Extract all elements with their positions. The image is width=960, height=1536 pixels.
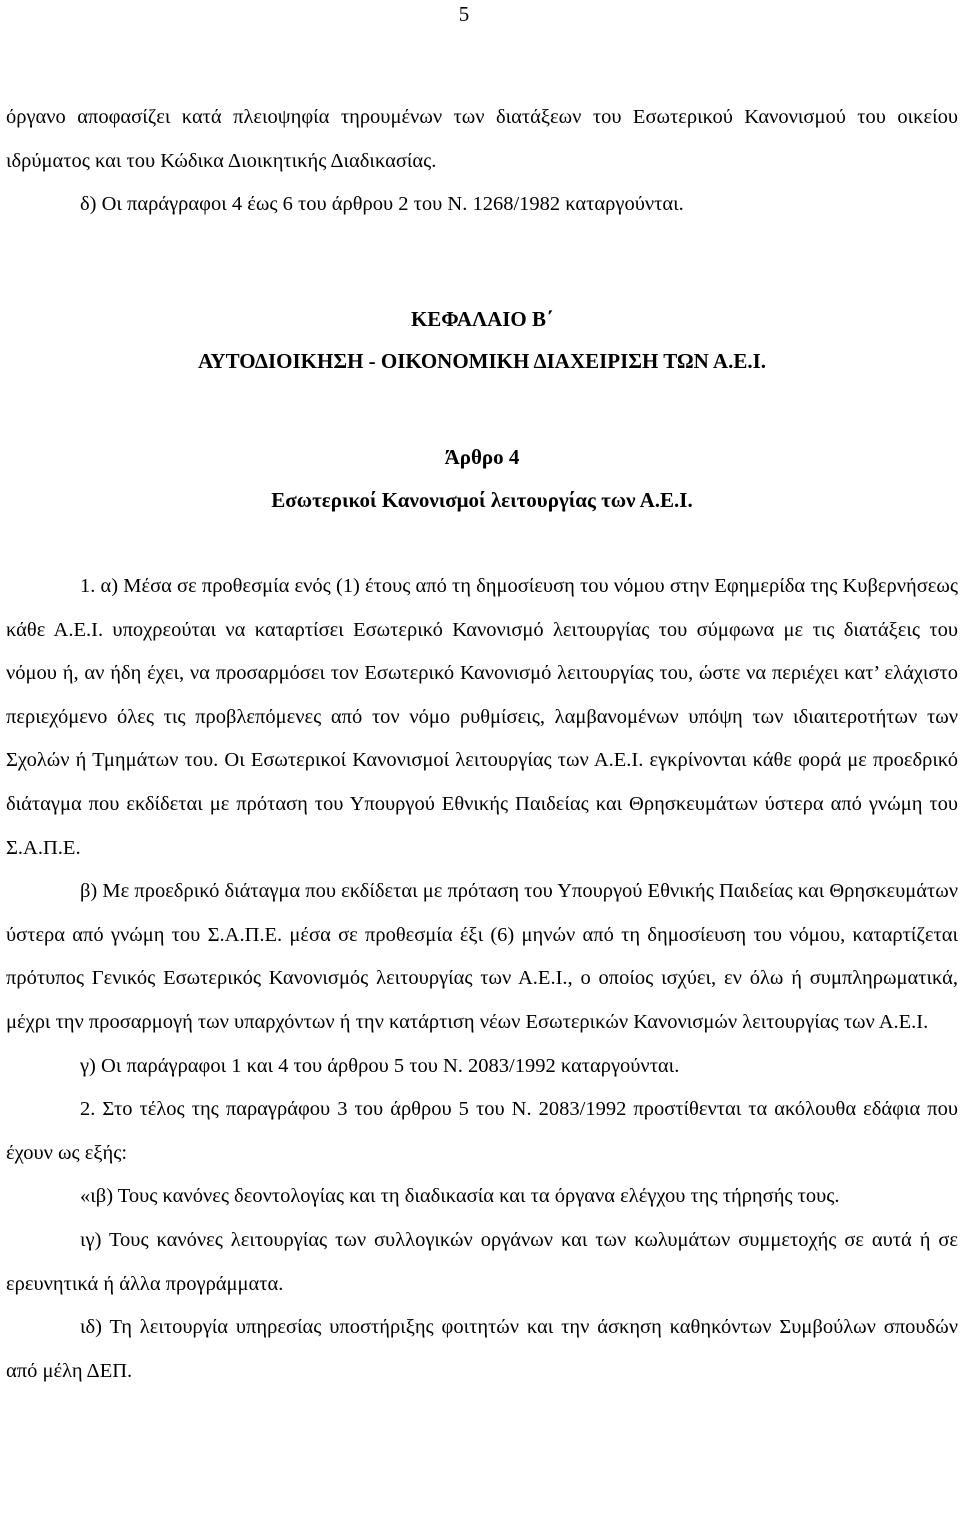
body-paragraph-ib: «ιβ) Τους κανόνες δεοντολογίας και τη διαδικασία και τα όργανα ελέγχου της τήρησής τους.	[80, 1185, 840, 1208]
intro-paragraph-delta: δ) Οι παράγραφοι 4 έως 6 του άρθρου 2 του Ν. 1268/1982 καταργούνται.	[80, 193, 684, 216]
intro-paragraph-continuation: όργανο αποφασίζει κατά πλειοψηφία τηρουμένων των διατάξεων του Εσωτερικού Κανονισμού του οικείου ιδρύματος και του Κώδικα Διοικητικής Διαδικασίας.	[6, 106, 958, 172]
chapter-heading	[6, 302, 958, 378]
body-paragraph-1b: β) Με προεδρικό διάταγμα που εκδίδεται με πρόταση του Υπουργού Εθνικής Παιδείας και Θρησκευμάτων ύστερα από γνώμη του Σ.Α.Π.Ε. μέσα σε προθεσμία έξι (6) μηνών από τη δημοσίευση του νόμου, καταρτίζεται πρότυπος Γενικός Εσωτερικός Κανονισμός λειτουργίας των Α.Ε.Ι., ο οποίος ισχύει, εν όλω ή συμπληρωματικά, μέχρι την προσαρμογή των υπαρχόντων ή την κατάρτιση νέων Εσωτερικών Κανονισμών λειτουργίας των Α.Ε.Ι.	[6, 880, 958, 1033]
chapter-label: ΚΕΦΑΛΑΙΟ Β΄	[410, 307, 554, 331]
article-label: Άρθρο 4	[444, 445, 520, 469]
article-body	[6, 565, 958, 1393]
body-paragraph-id: ιδ) Τη λειτουργία υπηρεσίας υποστήριξης φοιτητών και την άσκηση καθηκόντων Συμβούλων σπουδών από μέλη ΔΕΠ.	[6, 1316, 958, 1382]
article-title: Εσωτερικοί Κανονισμοί λειτουργίας των Α.Ε.Ι.	[271, 488, 693, 512]
page-number: 5	[458, 2, 470, 26]
body-paragraph-ig: ιγ) Τους κανόνες λειτουργίας των συλλογικών οργάνων και των κωλυμάτων συμμετοχής σε αυτά ή σε ερευνητικά ή άλλα προγράμματα.	[6, 1228, 958, 1295]
article-heading	[6, 437, 958, 520]
body-paragraph-2: 2. Στο τέλος της παραγράφου 3 του άρθρου 5 του Ν. 2083/1992 προστίθενται τα ακόλουθα εδάφια που έχουν ως εξής:	[6, 1098, 958, 1164]
intro-section	[6, 96, 958, 227]
chapter-title: ΑΥΤΟΔΙΟΙΚΗΣΗ - ΟΙΚΟΝΟΜΙΚΗ ΔΙΑΧΕΙΡΙΣΗ ΤΩΝ Α.Ε.Ι.	[197, 349, 767, 373]
body-paragraph-1c: γ) Οι παράγραφοι 1 και 4 του άρθρου 5 του Ν. 2083/1992 καταργούνται.	[80, 1054, 680, 1077]
body-paragraph-1a: 1. α) Μέσα σε προθεσμία ενός (1) έτους από τη δημοσίευση του νόμου στην Εφημερίδα της Κυβερνήσεως κάθε Α.Ε.Ι. υποχρεούται να καταρτίσει Εσωτερικό Κανονισμό λειτουργίας του σύμφωνα με τις διατάξεις του νόμου ή, αν ήδη έχει, να προσαρμόσει τον Εσωτερικό Κανονισμό λειτουργίας του, ώστε να περιέχει κατ’ ελάχιστο περιεχόμενο όλες τις προβλεπόμενες από τον νόμο ρυθμίσεις, λαμβανομένων υπόψη των ιδιαιτεροτήτων των Σχολών ή Τμημάτων του. Οι Εσωτερικοί Κανονισμοί λειτουργίας των Α.Ε.Ι. εγκρίνονται κάθε φορά με προεδρικό διάταγμα που εκδίδεται με πρόταση του Υπουργού Εθνικής Παιδείας και Θρησκευμάτων ύστερα από γνώμη του Σ.Α.Π.Ε.	[6, 575, 958, 859]
